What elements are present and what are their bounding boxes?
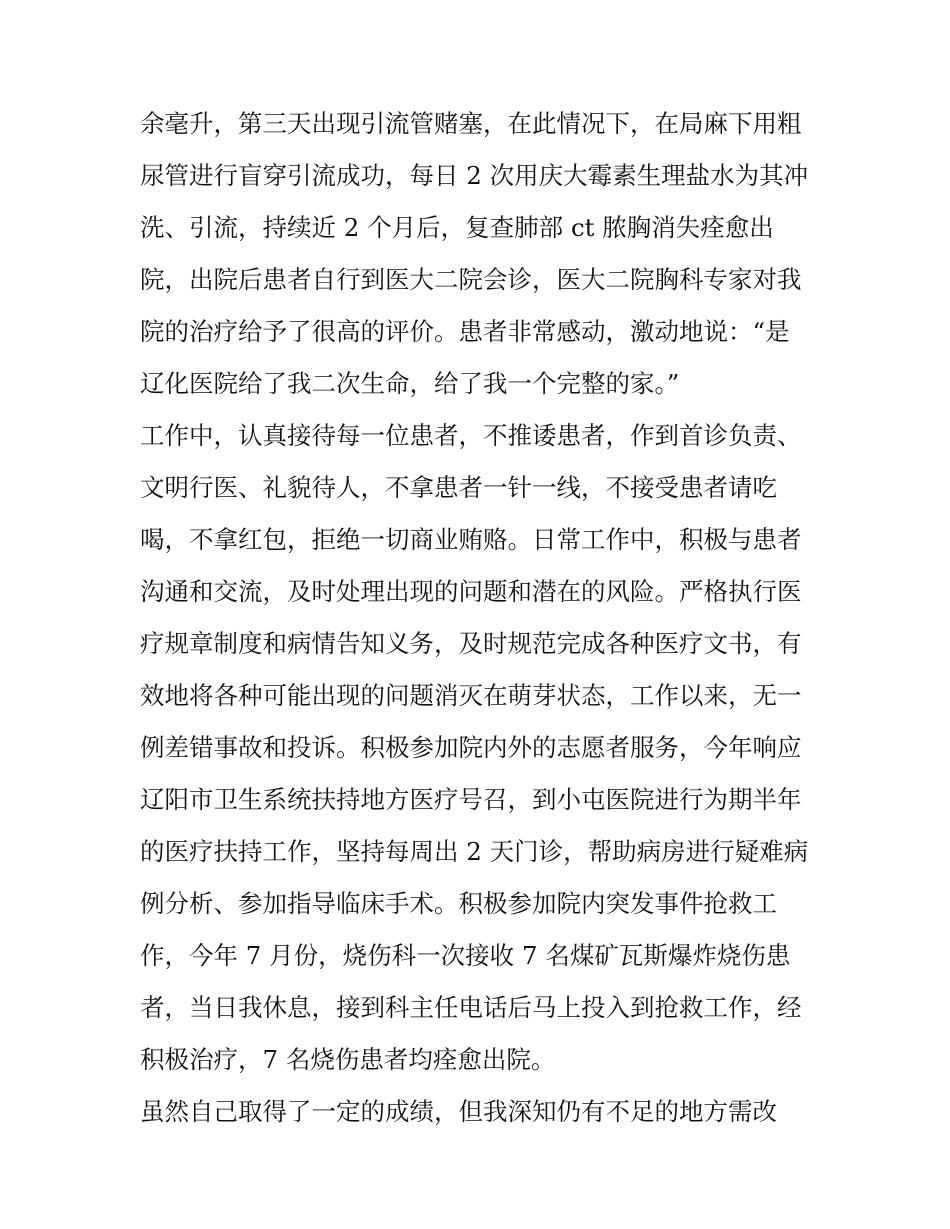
text-line: 的医疗扶持工作，坚持每周出 2 天门诊，帮助病房进行疑难病: [140, 837, 809, 866]
text-line: 沟通和交流，及时处理出现的问题和潜在的风险。严格执行医: [140, 577, 802, 606]
body-text: [140, 98, 840, 1138]
text-line: 者，当日我休息，接到科主任电话后马上投入到抢救工作，经: [140, 993, 802, 1022]
text-line: 洗、引流，持续近 2 个月后，复查肺部 ct 脓胸消失痊愈出: [140, 213, 774, 242]
text-line: 尿管进行盲穿引流成功，每日 2 次用庆大霉素生理盐水为其冲: [140, 161, 809, 190]
text-line: 效地将各种可能出现的问题消灭在萌芽状态，工作以来，无一: [140, 681, 802, 710]
text-line: 例分析、参加指导临床手术。积极参加院内突发事件抢救工: [140, 889, 777, 918]
text-line: 辽化医院给了我二次生命，给了我一个完整的家。”: [140, 369, 680, 398]
text-line: 虽然自己取得了一定的成绩，但我深知仍有不足的地方需改: [140, 1097, 777, 1126]
text-line: 辽阳市卫生系统扶持地方医疗号召，到小屯医院进行为期半年: [140, 785, 802, 814]
text-line: 积极治疗，7 名烧伤患者均痊愈出院。: [140, 1045, 556, 1074]
text-line: 疗规章制度和病情告知义务，及时规范完成各种医疗文书，有: [140, 629, 802, 658]
text-line: 院，出院后患者自行到医大二院会诊，医大二院胸科专家对我: [140, 265, 802, 294]
text-line: 例差错事故和投诉。积极参加院内外的志愿者服务，今年响应: [140, 733, 802, 762]
text-line: 作，今年 7 月份，烧伤科一次接收 7 名煤矿瓦斯爆炸烧伤患: [140, 941, 791, 970]
text-line: 文明行医、礼貌待人，不拿患者一针一线，不接受患者请吃: [140, 473, 777, 502]
text-line: 余毫升，第三天出现引流管赌塞，在此情况下，在局麻下用粗: [140, 109, 802, 138]
text-line: 院的治疗给予了很高的评价。患者非常感动，激动地说：“是: [140, 317, 790, 346]
text-line: 工作中，认真接待每一位患者，不推诿患者，作到首诊负责、: [140, 421, 802, 450]
text-line: 喝，不拿红包，拒绝一切商业贿赂。日常工作中，积极与患者: [140, 525, 802, 554]
